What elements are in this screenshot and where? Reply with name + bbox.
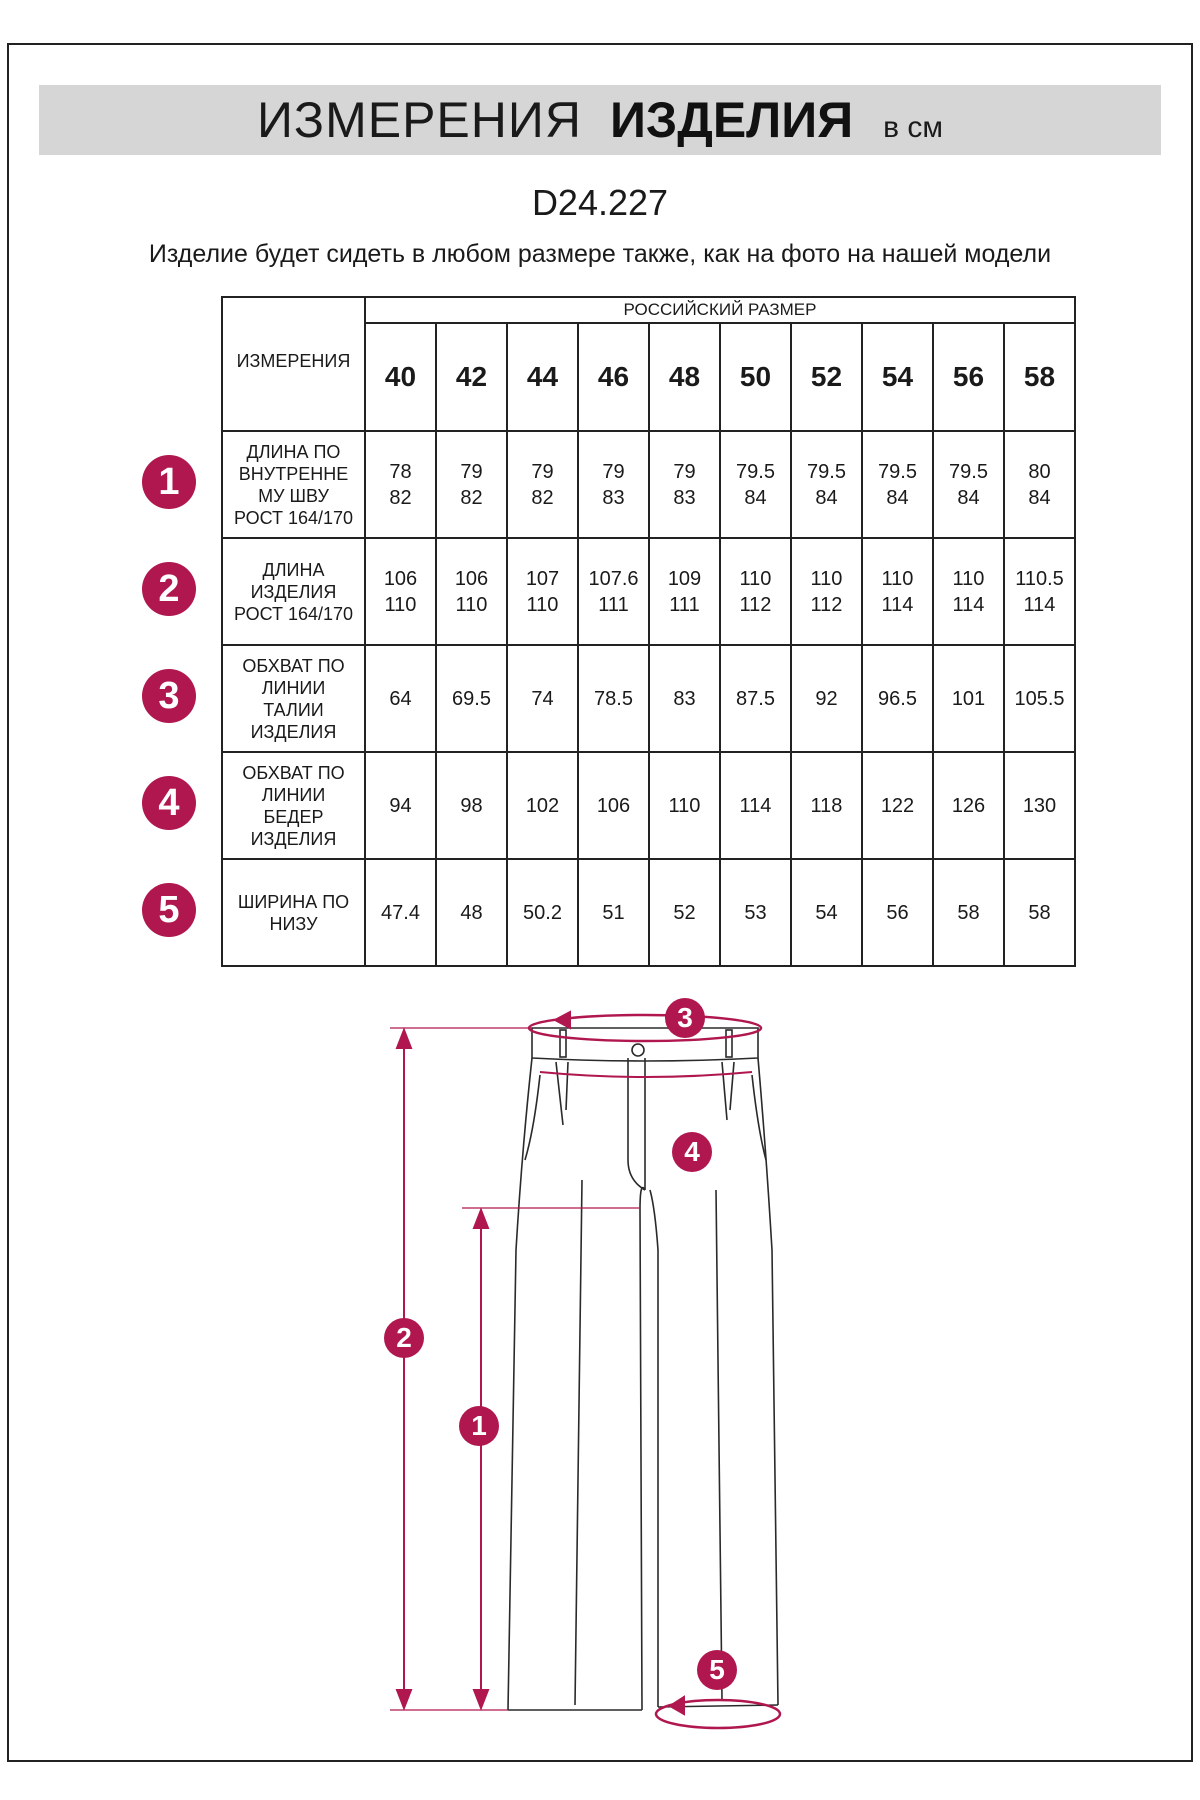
value-line: 106 (596, 794, 631, 817)
value-line: 84 (744, 486, 767, 509)
value-line: 122 (880, 794, 915, 817)
value-line: 51 (602, 901, 625, 924)
title-bold: ИЗДЕЛИЯ (609, 92, 854, 148)
value-line: 112 (810, 593, 843, 616)
value-line: 80 (1028, 460, 1051, 483)
value-line: 53 (744, 901, 767, 924)
value-line: 64 (389, 687, 412, 710)
crease-right (716, 1190, 722, 1700)
value-line: 130 (1022, 794, 1057, 817)
size-header-44: 44 (507, 323, 578, 431)
pleat-right-2 (730, 1062, 734, 1110)
value-line: 58 (957, 901, 980, 924)
measurement-name-line: ШИРИНА ПО (237, 891, 350, 912)
value-line: 79 (602, 460, 625, 483)
value-line: 50.2 (523, 901, 562, 924)
value-line: 83 (602, 486, 625, 509)
size-header-48: 48 (649, 323, 720, 431)
row-number-badge: 2 (142, 562, 196, 616)
value-line: 79 (531, 460, 554, 483)
article-code: D24.227 (531, 182, 669, 223)
size-header-42: 42 (436, 323, 507, 431)
value-line: 83 (673, 687, 696, 710)
left-inner-seam (640, 1188, 645, 1711)
value-line: 106 (383, 567, 418, 590)
value-line: 110 (810, 567, 843, 590)
measurement-name-line: ВНУТРЕННЕ (238, 463, 349, 484)
measurement-name-line: ОБХВАТ ПО (242, 655, 345, 676)
value-line: 69.5 (452, 687, 491, 710)
value-line: 79.5 (949, 460, 988, 483)
size-header-46: 46 (578, 323, 649, 431)
value-line: 112 (739, 593, 772, 616)
right-outer-seam (758, 1058, 778, 1705)
row-number-badge: 5 (142, 883, 196, 937)
value-line: 110 (668, 794, 701, 817)
size-group-header: РОССИЙСКИЙ РАЗМЕР (365, 297, 1075, 323)
hips-line (540, 1072, 752, 1077)
size-header-50: 50 (720, 323, 791, 431)
value-line: 107.6 (588, 567, 639, 590)
value-line: 54 (815, 901, 838, 924)
value-line: 84 (957, 486, 980, 509)
row-number-badge: 4 (142, 776, 196, 830)
size-header-40: 40 (365, 323, 436, 431)
row-number-badge: 3 (142, 669, 196, 723)
belt-loop-right (726, 1030, 732, 1057)
value-line: 79.5 (736, 460, 775, 483)
value-line: 114 (952, 593, 985, 616)
pleat-left-2 (566, 1062, 568, 1110)
value-line: 114 (739, 794, 772, 817)
value-line: 101 (951, 687, 986, 710)
measurement-name-line: ТАЛИИ (263, 699, 324, 720)
value-line: 94 (389, 794, 412, 817)
value-line: 78.5 (594, 687, 633, 710)
value-line: 107 (525, 567, 560, 590)
value-line: 58 (1028, 901, 1051, 924)
measurement-name-line: ИЗДЕЛИЯ (250, 721, 337, 742)
value-line: 110 (384, 593, 417, 616)
size-header-58: 58 (1004, 323, 1075, 431)
marker-full-length: 2 (384, 1318, 424, 1358)
marker-waist: 3 (665, 998, 705, 1038)
pleat-right-1 (722, 1062, 727, 1120)
value-line: 87.5 (736, 687, 775, 710)
value-line: 79.5 (807, 460, 846, 483)
value-line: 118 (810, 794, 843, 817)
value-line: 82 (389, 486, 412, 509)
value-line: 111 (669, 593, 700, 616)
pleat-left-1 (556, 1062, 563, 1125)
full-length-arrow-top (397, 1030, 411, 1048)
value-line: 56 (886, 901, 909, 924)
value-line: 106 (454, 567, 489, 590)
value-line: 102 (525, 794, 560, 817)
value-line: 92 (815, 687, 838, 710)
measurements-header: ИЗМЕРЕНИЯ (222, 297, 365, 431)
value-line: 84 (815, 486, 838, 509)
size-header-54: 54 (862, 323, 933, 431)
value-line: 96.5 (878, 687, 917, 710)
value-line: 82 (460, 486, 483, 509)
size-header-56: 56 (933, 323, 1004, 431)
measurement-name-line: БЕДЕР (263, 806, 324, 827)
waist-button (632, 1044, 644, 1056)
value-line: 79 (673, 460, 696, 483)
measurement-name-line: НИЗУ (269, 913, 318, 934)
measurement-name-line: ЛИНИИ (261, 784, 326, 805)
measurement-name-line: ДЛИНА ПО (246, 441, 341, 462)
value-line: 105.5 (1014, 687, 1065, 710)
value-line: 78 (389, 460, 412, 483)
title-regular: ИЗМЕРЕНИЯ (256, 92, 582, 148)
hem-arrow (670, 1697, 684, 1714)
value-line: 110 (739, 567, 772, 590)
value-line: 110 (881, 567, 914, 590)
value-line: 74 (531, 687, 554, 710)
measurement-name-line: ИЗДЕЛИЯ (250, 828, 337, 849)
marker-inseam: 1 (459, 1406, 499, 1446)
value-line: 111 (598, 593, 629, 616)
value-line: 98 (460, 794, 483, 817)
pocket-right (752, 1075, 766, 1160)
left-outer-seam (508, 1058, 532, 1710)
pocket-left (525, 1075, 540, 1160)
value-line: 114 (881, 593, 914, 616)
value-line: 83 (673, 486, 696, 509)
waist-arrow (555, 1012, 570, 1028)
value-line: 84 (886, 486, 909, 509)
crease-left (575, 1180, 582, 1705)
measurement-name-line: РОСТ 164/170 (233, 603, 354, 624)
size-header-52: 52 (791, 323, 862, 431)
value-line: 114 (1023, 593, 1056, 616)
value-line: 52 (673, 901, 696, 924)
measurement-name-line: РОСТ 164/170 (233, 507, 354, 528)
measurement-name-line: МУ ШВУ (258, 485, 329, 506)
value-line: 79 (460, 460, 483, 483)
value-line: 48 (460, 901, 483, 924)
row-number-badge: 1 (142, 455, 196, 509)
title-unit: в см (883, 111, 944, 144)
marker-hips: 4 (672, 1132, 712, 1172)
value-line: 110 (455, 593, 488, 616)
measurement-name-line: ИЗДЕЛИЯ (250, 581, 337, 602)
value-line: 110 (952, 567, 985, 590)
value-line: 109 (667, 567, 702, 590)
value-line: 110.5 (1015, 567, 1064, 590)
inseam-arrow-bottom (474, 1690, 488, 1708)
value-line: 79.5 (878, 460, 917, 483)
measurement-name-line: ОБХВАТ ПО (242, 762, 345, 783)
marker-hem: 5 (697, 1650, 737, 1690)
value-line: 126 (951, 794, 986, 817)
value-line: 84 (1028, 486, 1051, 509)
right-inner-seam (650, 1190, 658, 1707)
value-line: 110 (526, 593, 559, 616)
value-line: 82 (531, 486, 554, 509)
value-line: 47.4 (381, 901, 420, 924)
pants-outline (508, 1028, 778, 1710)
measurement-name-line: ЛИНИИ (261, 677, 326, 698)
belt-loop-left (560, 1030, 566, 1057)
inseam-arrow-top (474, 1210, 488, 1228)
fit-note: Изделие будет сидеть в любом размере также, как на фото на нашей модели (148, 240, 1052, 268)
measurement-name-line: ДЛИНА (262, 559, 325, 580)
full-length-arrow-bottom (397, 1690, 411, 1708)
